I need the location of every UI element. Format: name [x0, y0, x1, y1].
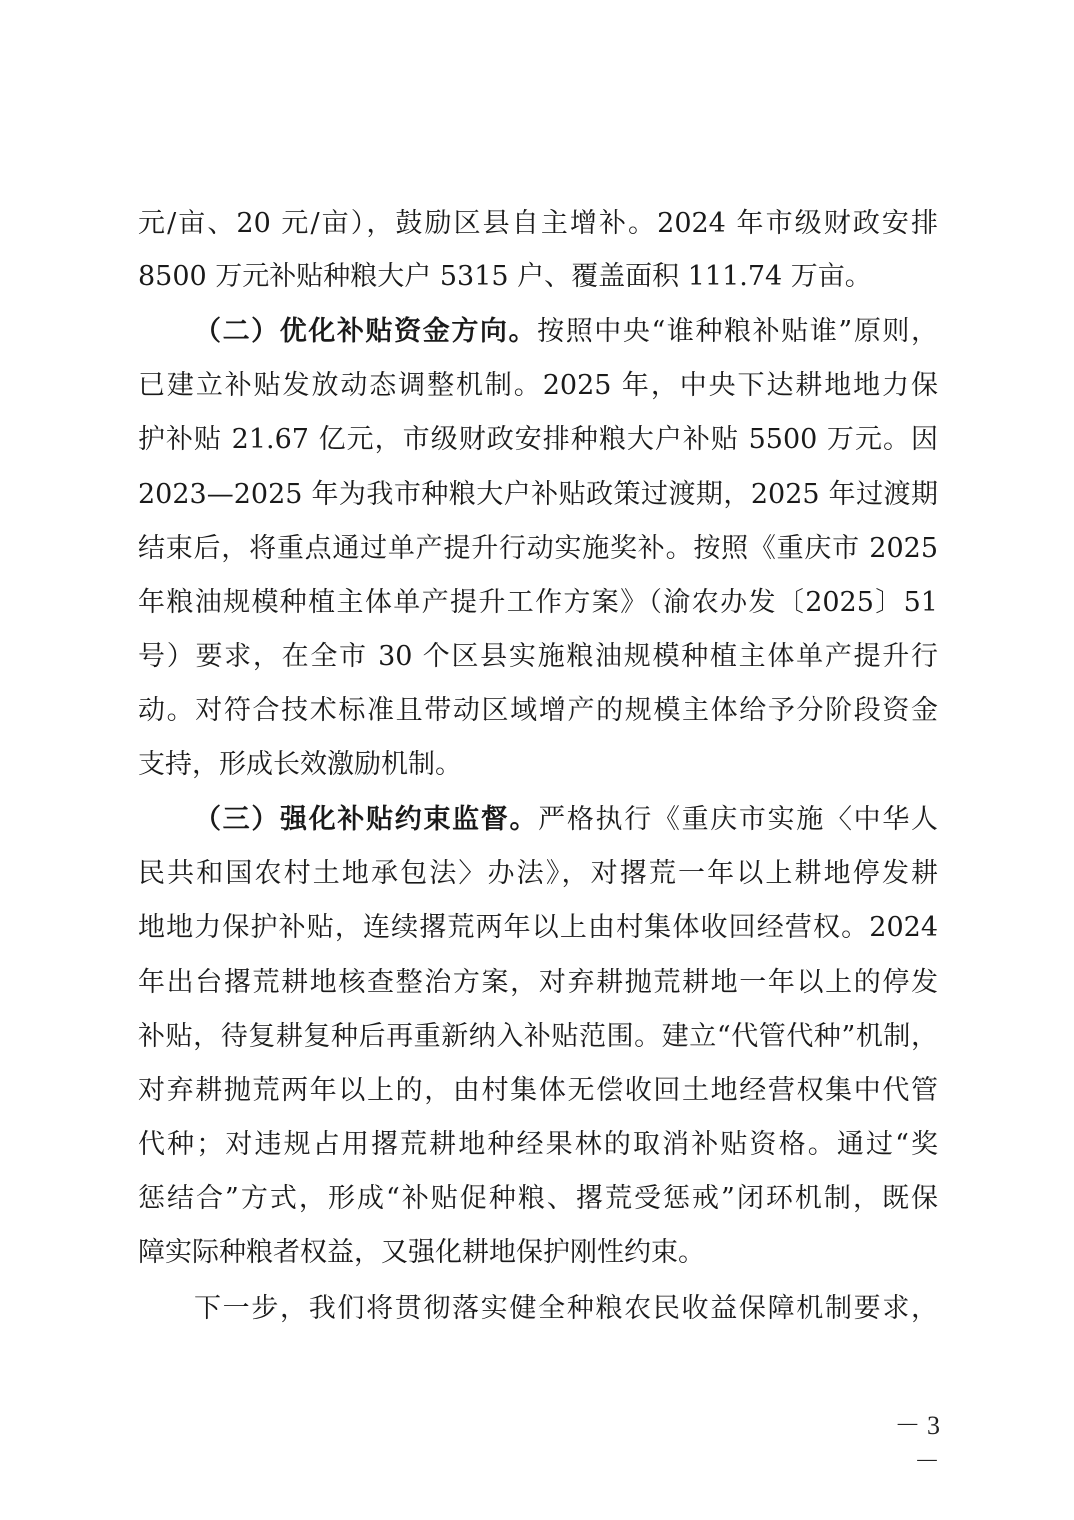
text-line: 号）要求，在全市 30 个区县实施粮油规模种植主体单产提升行 — [138, 641, 938, 672]
text-line: 元/亩、20 元/亩），鼓励区县自主增补。2024 年市级财政安排 — [138, 208, 938, 239]
text-line: 年出台撂荒耕地核查整治方案，对弃耕抛荒耕地一年以上的停发 — [138, 967, 938, 998]
section-heading: （二）优化补贴资金方向。 — [194, 316, 538, 347]
text-line: 对弃耕抛荒两年以上的，由村集体无偿收回土地经营权集中代管 — [138, 1075, 938, 1106]
section-heading-line — [194, 800, 938, 840]
text-line: 动。对符合技术标准且带动区域增产的规模主体给予分阶段资金 — [138, 695, 938, 726]
page-number: － 3 － — [894, 1411, 940, 1476]
text-line: 支持，形成长效激励机制。 — [138, 749, 462, 780]
heading-line-rest: 按照中央“谁种粮补贴谁”原则， — [537, 316, 939, 347]
text-line: 障实际种粮者权益，又强化耕地保护刚性约束。 — [138, 1237, 705, 1268]
text-line: 补贴，待复耕复种后再重新纳入补贴范围。建立“代管代种”机制， — [138, 1021, 938, 1052]
text-line: 年粮油规模种植主体单产提升工作方案》（渝农办发〔2025〕51 — [138, 587, 938, 618]
text-line: 8500 万元补贴种粮大户 5315 户、覆盖面积 111.74 万亩。 — [138, 261, 872, 292]
section-heading: （三）强化补贴约束监督。 — [194, 804, 539, 835]
text-line: 民共和国农村土地承包法〉办法》，对撂荒一年以上耕地停发耕 — [138, 858, 938, 889]
text-line: 代种；对违规占用撂荒耕地种经果林的取消补贴资格。通过“奖 — [138, 1129, 938, 1160]
text-line: 已建立补贴发放动态调整机制。2025 年，中央下达耕地地力保 — [138, 370, 938, 401]
text-line: 2023—2025 年为我市种粮大户补贴政策过渡期，2025 年过渡期 — [138, 479, 938, 510]
text-line: 地地力保护补贴，连续撂荒两年以上由村集体收回经营权。2024 — [138, 912, 938, 943]
text-line: 下一步，我们将贯彻落实健全种粮农民收益保障机制要求， — [194, 1293, 938, 1324]
section-heading-line — [194, 312, 938, 352]
text-line: 惩结合”方式，形成“补贴促种粮、撂荒受惩戒”闭环机制，既保 — [138, 1183, 938, 1214]
heading-line-rest: 严格执行《重庆市实施〈中华人 — [538, 804, 939, 835]
text-line: 护补贴 21.67 亿元，市级财政安排种粮大户补贴 5500 万元。因 — [138, 424, 938, 455]
text-line: 结束后，将重点通过单产提升行动实施奖补。按照《重庆市 2025 — [138, 533, 938, 564]
